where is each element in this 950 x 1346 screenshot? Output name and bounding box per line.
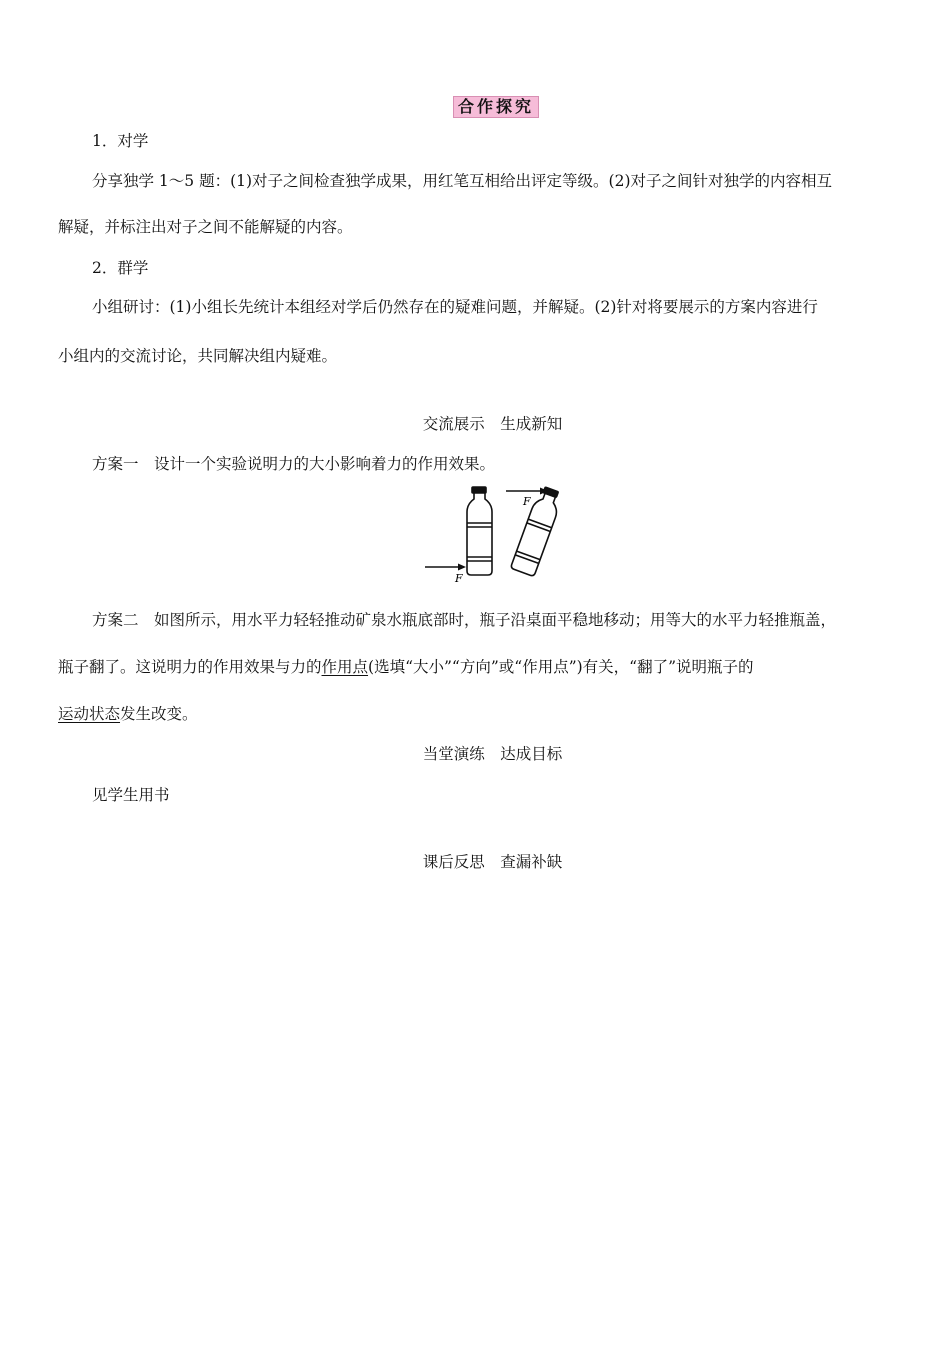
answer-motion-state: 运动状态 bbox=[58, 705, 121, 723]
plan-2-line-2 bbox=[58, 657, 754, 677]
group-study-heading: 2．群学 bbox=[92, 259, 149, 277]
force-label-bottom: F bbox=[455, 572, 463, 585]
answer-point-of-action: 作用点 bbox=[321, 658, 369, 676]
bottle-figure bbox=[420, 485, 570, 587]
pair-study-heading: 1．对学 bbox=[92, 132, 149, 150]
plan-2-text-b: (选填“大小”“方向”或“作用点”)有关，“翻了”说明瓶子的 bbox=[368, 658, 754, 676]
exchange-section-title: 交流展示 生成新知 bbox=[422, 415, 563, 433]
reflection-section-title: 课后反思 查漏补缺 bbox=[422, 853, 563, 871]
pair-study-line-1: 分享独学 1～5 题：(1)对子之间检查独学成果，用红笔互相给出评定等级。(2)对子之间针对独学的内容相互 bbox=[92, 172, 832, 190]
bottles-diagram bbox=[420, 485, 570, 587]
force-label-top: F bbox=[523, 495, 531, 508]
group-study-line-2: 小组内的交流讨论，共同解决组内疑难。 bbox=[58, 347, 338, 365]
practice-section-title: 当堂演练 达成目标 bbox=[422, 745, 563, 763]
plan-1-text: 方案一 设计一个实验说明力的大小影响着力的作用效果。 bbox=[92, 455, 496, 473]
group-study-line-1: 小组研讨：(1)小组长先统计本组经对学后仍然存在的疑难问题，并解疑。(2)针对将要展示的方案内容进行 bbox=[92, 298, 818, 316]
pair-study-line-2: 解疑，并标注出对子之间不能解疑的内容。 bbox=[58, 218, 353, 236]
plan-2-line-3 bbox=[58, 704, 198, 724]
practice-text: 见学生用书 bbox=[92, 786, 170, 804]
plan-2-text-c: 发生改变。 bbox=[120, 705, 198, 723]
plan-2-line-1: 方案二 如图所示，用水平力轻轻推动矿泉水瓶底部时，瓶子沿桌面平稳地移动；用等大的水平力轻推瓶盖， bbox=[92, 611, 837, 629]
plan-2-text-a: 瓶子翻了。这说明力的作用效果与力的 bbox=[58, 658, 322, 676]
section-badge: 合作探究 bbox=[453, 96, 539, 118]
